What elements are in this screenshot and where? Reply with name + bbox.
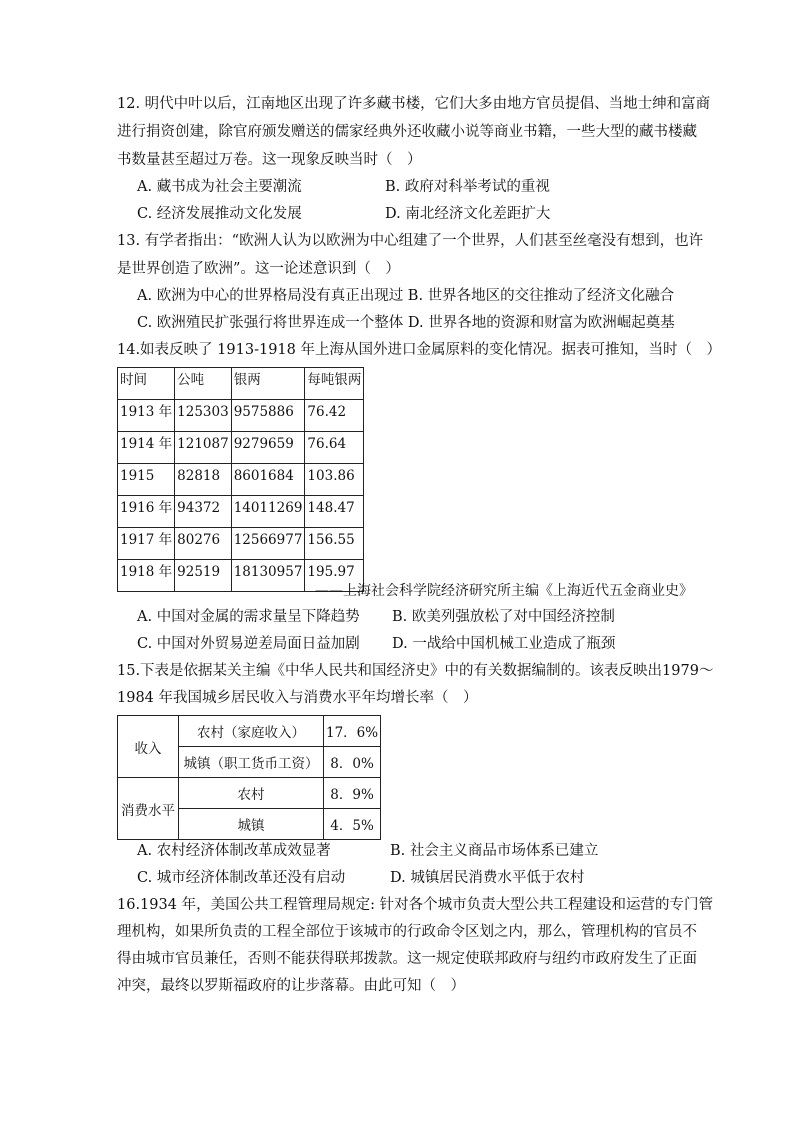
- table-cell: 8．0%: [324, 747, 381, 778]
- table-cell: 195.97: [305, 560, 364, 592]
- table-cell: 121087: [175, 432, 232, 464]
- q12-option-a: A. 藏书成为社会主要潮流: [137, 179, 302, 195]
- table-cell: 9575886: [231, 400, 305, 432]
- q15-income-table: [117, 715, 381, 840]
- table-cell: 农村: [179, 778, 324, 809]
- q13-stem-line-1: 13. 有学者指出：“欧洲人认为以欧洲为中心组建了一个世界，人们甚至丝毫没有想到，也许: [117, 233, 704, 249]
- table-cell: 76.64: [305, 432, 364, 464]
- table-cell: 148.47: [305, 496, 364, 528]
- q12-stem-line-1: 12. 明代中叶以后，江南地区出现了许多藏书楼，它们大多由地方官员提倡、当地士绅和富商: [117, 96, 711, 112]
- q15-stem-line-1: 15.下表是依据某关主编《中华人民共和国经济史》中的有关数据编制的。该表反映出1979～: [117, 663, 714, 679]
- table-row: [118, 464, 364, 496]
- table-row: [118, 496, 364, 528]
- header-cell: 每吨银两: [305, 368, 364, 400]
- q13-option-cd: C. 欧洲殖民扩张强行将世界连成一个整体 D. 世界各地的资源和财富为欧洲崛起奠基: [137, 315, 675, 331]
- table-cell: 8．9%: [324, 778, 381, 809]
- table-cell: 76.42: [305, 400, 364, 432]
- q16-stem-line-1: 16.1934 年，美国公共工程管理局规定: 针对各个城市负责大型公共工程建设和运营的专门管: [117, 897, 714, 913]
- table-cell: 1917 年: [118, 528, 175, 560]
- q14-option-a: A. 中国对金属的需求量呈下降趋势: [137, 609, 360, 625]
- table-cell: 农村（家庭收入）: [179, 716, 324, 747]
- table-cell: 城镇（职工货币工资）: [179, 747, 324, 778]
- row-group-label: 收入: [118, 716, 179, 778]
- table-cell: 1916 年: [118, 496, 175, 528]
- table-cell: 82818: [175, 464, 232, 496]
- table-cell: 12566977: [231, 528, 305, 560]
- q15-option-a: A. 农村经济体制改革成效显著: [137, 843, 331, 859]
- table-row: [118, 716, 381, 747]
- q14-source-citation: ——上海社会科学院经济研究所主编《上海近代五金商业史》: [315, 583, 693, 599]
- q15-option-d: D. 城镇居民消费水平低于农村: [390, 870, 585, 886]
- q14-option-c: C. 中国对外贸易逆差局面日益加剧: [137, 636, 360, 652]
- table-cell: 8601684: [231, 464, 305, 496]
- q13-stem-line-2: 是世界创造了欧洲”。这一论述意识到（ ）: [117, 261, 400, 277]
- table-cell: 1914 年: [118, 432, 175, 464]
- q12-option-c: C. 经济发展推动文化发展: [137, 206, 302, 222]
- table-cell: 1913 年: [118, 400, 175, 432]
- table-cell: 103.86: [305, 464, 364, 496]
- q14-option-d: D. 一战给中国机械工业造成了瓶颈: [392, 636, 616, 652]
- table-row: [118, 778, 381, 809]
- q12-option-d: D. 南北经济文化差距扩大: [385, 206, 551, 222]
- table-cell: 1915: [118, 464, 175, 496]
- table-cell: 156.55: [305, 528, 364, 560]
- table-cell: 18130957: [231, 560, 305, 592]
- table-row: [118, 432, 364, 464]
- table-row: [118, 400, 364, 432]
- q16-stem-line-3: 得由城市官员兼任，否则不能获得联邦拨款。这一规定使联邦政府与纽约市政府发生了正面: [117, 951, 697, 967]
- q14-import-table: [117, 367, 364, 592]
- table-cell: 125303: [175, 400, 232, 432]
- table-cell: 9279659: [231, 432, 305, 464]
- table-cell: 92519: [175, 560, 232, 592]
- q12-option-b: B. 政府对科举考试的重视: [385, 179, 550, 195]
- q12-stem-line-2: 进行捐资创建，除官府颁发赠送的儒家经典外还收藏小说等商业书籍，一些大型的藏书楼藏: [117, 124, 697, 140]
- q12-stem-line-3: 书数量甚至超过万卷。这一现象反映当时（ ）: [117, 152, 422, 168]
- table-cell: 94372: [175, 496, 232, 528]
- q15-stem-line-2: 1984 年我国城乡居民收入与消费水平年均增长率（ ）: [117, 690, 478, 706]
- table-cell: 1918 年: [118, 560, 175, 592]
- table-cell: 80276: [175, 528, 232, 560]
- q15-option-c: C. 城市经济体制改革还没有启动: [137, 870, 346, 886]
- q14-option-b: B. 欧美列强放松了对中国经济控制: [392, 609, 615, 625]
- header-cell: 时间: [118, 368, 175, 400]
- header-cell: 公吨: [175, 368, 232, 400]
- table-header-row: [118, 368, 364, 400]
- table-cell: 14011269: [231, 496, 305, 528]
- q16-stem-line-4: 冲突，最终以罗斯福政府的让步落幕。由此可知（ ）: [117, 978, 465, 994]
- q14-stem: 14.如表反映了 1913-1918 年上海从国外进口金属原料的变化情况。据表可推知，当时（ ）: [117, 342, 721, 358]
- table-cell: 17．6%: [324, 716, 381, 747]
- table-cell: 城镇: [179, 809, 324, 840]
- table-cell: 4．5%: [324, 809, 381, 840]
- q13-option-ab: A. 欧洲为中心的世界格局没有真正出现过 B. 世界各地区的交往推动了经济文化融合: [137, 288, 675, 304]
- table-row: [118, 528, 364, 560]
- q16-stem-line-2: 理机构，如果所负责的工程全部位于该城市的行政命令区划之内，那么，管理机构的官员不: [117, 924, 697, 940]
- q15-option-b: B. 社会主义商品市场体系已建立: [390, 843, 599, 859]
- row-group-label: 消费水平: [118, 778, 179, 840]
- header-cell: 银两: [231, 368, 305, 400]
